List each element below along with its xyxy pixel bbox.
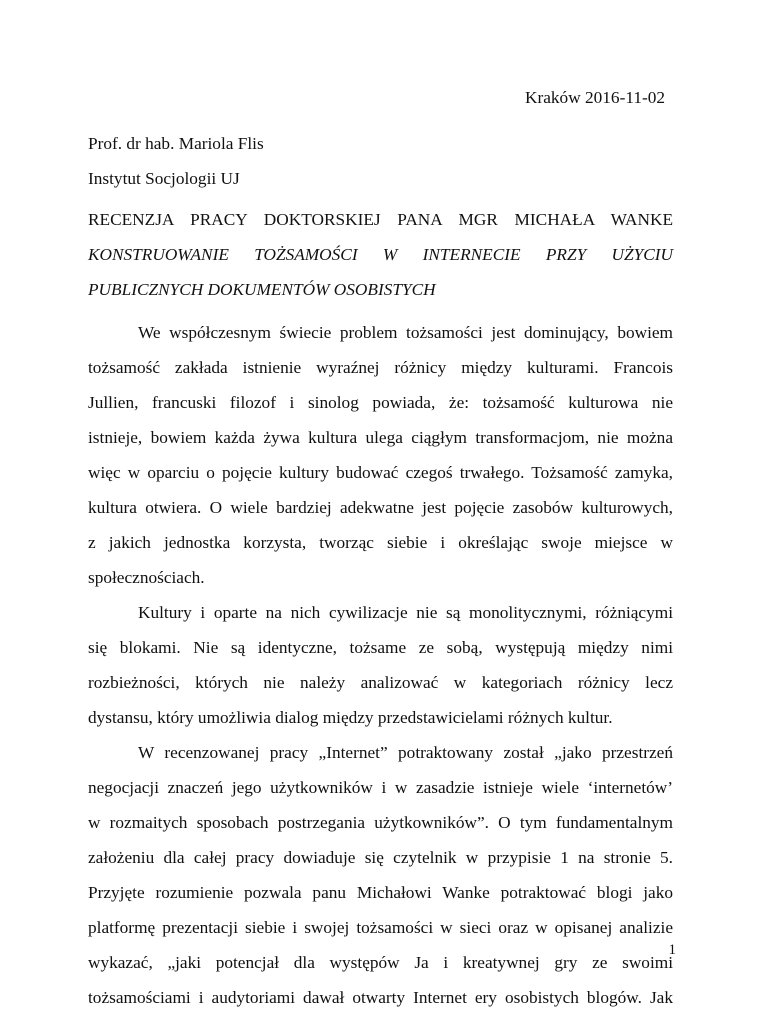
text-line: W recenzowanej pracy „Internet” potraktowany został „jako przestrzeń [138, 743, 673, 762]
text-line: platformę prezentacji siebie i swojej tożsamości w sieci oraz w opisanej analizie [88, 918, 673, 937]
text-line: założeniu dla całej pracy dowiaduje się czytelnik w przypisie 1 na stronie 5. [88, 848, 673, 867]
text-line: z jakich jednostka korzysta, tworząc siebie i określając swoje miejsce w [88, 533, 673, 552]
text-line: We współczesnym świecie problem tożsamości jest dominujący, bowiem [138, 323, 673, 342]
text-line: Kultury i oparte na nich cywilizacje nie są monolitycznymi, różniącymi [138, 603, 673, 622]
text-line: tożsamość zakłada istnienie wyraźnej różnicy między kulturami. Francois [88, 358, 673, 377]
paragraph-1 [88, 315, 673, 595]
review-title [88, 202, 673, 307]
text-line: kultura otwiera. O wiele bardziej adekwatne jest pojęcie zasobów kulturowych, [88, 498, 673, 517]
text-line: w rozmaitych sposobach postrzegania użytkowników”. O tym fundamentalnym [88, 813, 673, 832]
author-institution: Instytut Socjologii UJ [88, 169, 240, 188]
text-line: społecznościach. [88, 568, 205, 587]
text-line: Jullien, francuski filozof i sinolog powiada, że: tożsamość kulturowa nie [88, 393, 673, 412]
text-line: rozbieżności, których nie należy analizować w kategoriach różnicy lecz [88, 673, 673, 692]
text-line: dystansu, który umożliwia dialog między przedstawicielami różnych kultur. [88, 708, 613, 727]
paragraph-3 [88, 735, 673, 1015]
text-line: tożsamościami i audytoriami dawał otwarty Internet ery osobistych blogów. Jak [88, 988, 673, 1007]
text-line: Przyjęte rozumienie pozwala panu Michałowi Wanke potraktować blogi jako [88, 883, 673, 902]
title-line-3: PUBLICZNYCH DOKUMENTÓW OSOBISTYCH [88, 280, 436, 299]
text-line: wykazać, „jaki potencjał dla występów Ja i kreatywnej gry ze swoimi [88, 953, 673, 972]
text-line: istnieje, bowiem każda żywa kultura ulega ciągłym transformacjom, nie można [88, 428, 673, 447]
title-line-2: KONSTRUOWANIE TOŻSAMOŚCI W INTERNECIE PRZY UŻYCIU [88, 245, 673, 264]
text-line: negocjacji znaczeń jego użytkowników i w zasadzie istnieje wiele ‘internetów’ [88, 778, 673, 797]
paragraph-2 [88, 595, 673, 735]
page-number: 1 [668, 942, 676, 958]
place-date: Kraków 2016-11-02 [525, 88, 665, 107]
author-name: Prof. dr hab. Mariola Flis [88, 134, 264, 153]
text-line: więc w oparciu o pojęcie kultury budować czegoś trwałego. Tożsamość zamyka, [88, 463, 673, 482]
author-block [88, 126, 673, 196]
title-line-1: RECENZJA PRACY DOKTORSKIEJ PANA MGR MICHAŁA WANKE [88, 210, 673, 229]
body-text [88, 315, 673, 1015]
text-line: się blokami. Nie są identyczne, tożsame ze sobą, występują między nimi [88, 638, 673, 657]
